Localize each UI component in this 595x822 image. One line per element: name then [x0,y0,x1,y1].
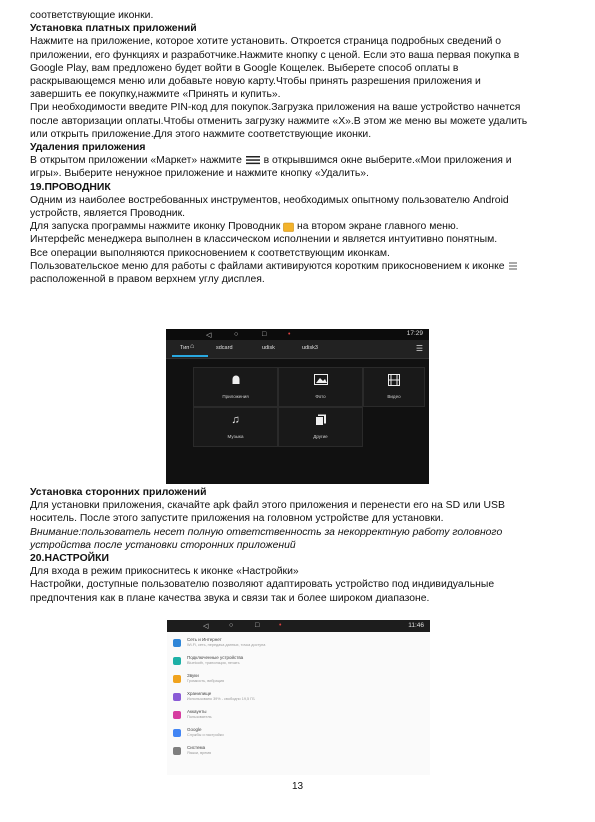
category-photo[interactable] [278,367,363,407]
text-fragment: Для запуска программы нажмите иконку Проводник [30,221,281,233]
category-grid [193,367,423,452]
file-manager-screenshot [166,329,429,484]
settings-item-title: Звуки [187,673,199,678]
android-icon [194,374,277,389]
heading-settings: 20.НАСТРОЙКИ [30,553,109,565]
notification-icons: • [279,622,282,629]
text-block-top [30,9,565,286]
recents-icon: □ [262,331,267,338]
settings-item-subtitle: Громкость, вибрация [187,679,225,683]
text-line: Нажмите на приложение, которое хотите установить. Откроется страница подробных сведений о [30,36,502,48]
heading-explorer: 19.ПРОВОДНИК [30,181,111,193]
settings-item[interactable] [173,726,423,742]
settings-item-icon [173,729,181,737]
settings-item-title: Аккаунты [187,709,207,714]
settings-item-icon [173,711,181,719]
settings-item-title: Сеть и Интернет [187,637,222,642]
text-line: раскрывающемся меню или добавьте новую карту.Чтобы принять разрешения приложения и [30,76,481,88]
text-fragment: на втором экране главного меню. [297,221,459,233]
settings-item[interactable] [173,672,423,688]
settings-item-icon [173,639,181,647]
text-line [30,220,565,233]
documents-icon [279,414,362,429]
text-line: Для установки приложения, скачайте apk файл этого приложения и перенести его на SD или USB [30,500,505,512]
category-apps[interactable] [193,367,278,407]
settings-item-title: Хранилище [187,691,212,696]
text-line: При необходимости введите PIN-код для покупок.Загрузка приложения на ваше устройство начнется [30,102,521,114]
settings-item-icon [173,747,181,755]
settings-item-title: Google [187,727,202,732]
notification-icons: • [288,331,291,338]
warning-line: устройства после установки сторонних приложений [30,539,296,551]
text-line: Настройки, доступные пользователю позволяют адаптировать устройство под индивидуальные [30,579,495,591]
settings-item-subtitle: Языки, время [187,751,212,755]
menu-icon [245,155,261,165]
settings-item-subtitle: Использовано 39% - свободно 19,5 ГБ [187,697,255,701]
category-label: Фото [315,394,326,399]
settings-item-subtitle: Wi-Fi, сеть, передача данных, точка доступа [187,643,266,647]
settings-item-subtitle: Bluetooth, трансляция, печать [187,661,240,665]
text-fragment: в открывшимся окне выберите.«Мои приложения и [263,155,512,167]
settings-item-icon [173,675,181,683]
text-line: предпочтения как в плане качества звука и связи так и более широком диапазоне. [30,592,430,604]
category-label: Музыка [227,434,244,439]
home-icon: ○ [229,622,234,629]
text-line: завершить ее покупку,нажмите «Принять и купить». [30,89,281,101]
settings-item-title: Система [187,745,206,750]
recents-icon: □ [255,622,260,629]
text-line: соответствующие иконки. [30,10,154,21]
text-line: расположенной в правом верхнем углу дисплея. [30,274,265,286]
image-icon [279,374,362,388]
warning-line: Внимание:пользователь несет полную ответственность за некорректную работу головного [30,526,503,538]
home-icon: ○ [234,331,239,338]
text-fragment: Пользовательское меню для работы с файлами активируются коротким прикосновением к иконке [30,260,505,272]
text-line: после авторизации оплаты.Чтобы отменить загрузку нажмите «X».В этом же меню вы можете удалить [30,115,528,127]
folder-icon [283,222,294,232]
text-line: Для входа в режим прикоснитесь к иконке «Настройки» [30,566,299,578]
back-icon: ◁ [203,623,209,630]
status-bar [166,329,429,340]
heading-paid-apps: Установка платных приложений [30,23,197,35]
settings-screenshot [167,620,430,775]
text-line: устройств, является Проводник. [30,208,186,220]
text-line: Интерфейс менеджера выполнен в классическом исполнении и является интуитивно понятным. [30,234,498,246]
music-icon: ♫ [231,414,240,426]
text-line: Одним из наиболее востребованных инструментов, необходимых опытному пользователю Android [30,194,509,206]
active-tab-indicator [172,355,208,357]
text-line: носитель. После этого запустите приложения на головном устройстве для установки. [30,513,444,525]
text-line: приложении, его функциях и разработчике.Нажмите кнопку с ценой. Если это ваша первая покупка в [30,49,520,61]
tab-udisk3[interactable]: udisk3 [302,345,318,351]
text-line [30,260,565,273]
settings-item[interactable] [173,636,423,652]
category-music[interactable] [193,407,278,447]
home-tab-icon: ⌂ [190,343,195,350]
heading-remove-apps: Удаления приложения [30,142,146,154]
text-block-middle [30,486,565,605]
text-line: Все операции выполняются прикосновением к соответствующим иконкам. [30,247,390,259]
settings-item-subtitle: Службы и настройки [187,733,224,737]
tab-udisk[interactable]: udisk [262,345,275,351]
category-label: Приложения [222,394,249,399]
settings-item-icon [173,657,181,665]
status-time: 11:46 [408,622,424,629]
heading-third-party-apps: Установка сторонних приложений [30,487,207,498]
tab-type[interactable]: Тип [180,345,190,351]
text-line: игры». Выберите ненужное приложение и нажмите кнопку «Удалить». [30,168,369,180]
tab-sdcard[interactable]: sdcard [216,345,233,351]
settings-item[interactable] [173,708,423,724]
settings-item[interactable] [173,654,423,670]
text-fragment: В открытом приложении «Маркет» нажмите [30,155,242,167]
settings-item[interactable] [173,690,423,706]
text-line [30,154,565,167]
category-video[interactable] [363,367,425,407]
text-line: или открыть приложение.Для этого нажмите соответствующие иконки. [30,128,372,140]
text-line: Google Play, вам предложено будет войти в Google Кощелек. Выберете способ оплаты в [30,62,459,74]
settings-item-subtitle: Пользователь [187,715,212,719]
page-number: 13 [291,781,304,792]
status-time: 17:29 [406,330,423,337]
settings-item-title: Подключенные устройства [187,655,244,660]
menu-icon[interactable]: ☰ [415,344,423,353]
status-bar [167,620,430,632]
category-label: Видео [387,394,401,399]
film-icon [364,374,424,389]
settings-item-icon [173,693,181,701]
category-other[interactable] [278,407,363,447]
back-icon: ◁ [206,332,212,339]
tab-bar [166,340,429,359]
settings-item[interactable] [173,744,423,760]
list-menu-icon [507,261,519,271]
category-label: Другие [313,434,328,439]
